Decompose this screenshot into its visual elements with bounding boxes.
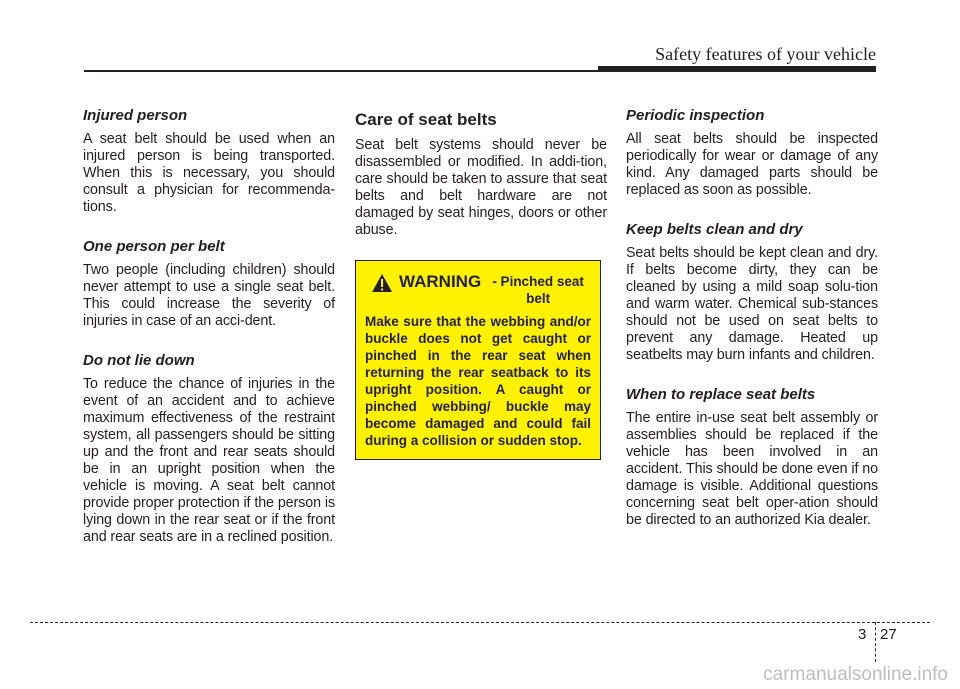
section-heading: One person per belt bbox=[83, 238, 225, 255]
section-text: A seat belt should be used when an injured person is being transported. When this is necessary, you should consult a physician for recommenda-tions. bbox=[83, 131, 335, 215]
column-middle bbox=[355, 106, 607, 460]
page-divider bbox=[875, 622, 876, 662]
warning-box bbox=[355, 260, 601, 460]
section-text: Two people (including children) should never attempt to use a single seat belt. This could increase the severity of injuries in case of an acci-dent. bbox=[83, 262, 335, 329]
section-number: 3 bbox=[858, 626, 867, 643]
footer-rule bbox=[30, 622, 930, 623]
header-bar bbox=[598, 66, 876, 72]
section-heading: When to replace seat belts bbox=[626, 386, 816, 403]
main-heading: Care of seat belts bbox=[355, 110, 497, 129]
warning-header bbox=[371, 271, 591, 307]
section-text: To reduce the chance of injuries in the event of an accident and to achieve maximum effectiveness of the restraint system, all passengers should be sitting up and the front and rear seats should be in an upright position when the vehicle is moving. A seat belt cannot provide proper protection if the person is lying down in the rear seat or if the front and rear seats are in a reclined position. bbox=[83, 376, 335, 545]
section-text: All seat belts should be inspected periodically for wear or damage of any kind. Any damaged parts should be replaced as soon as possible. bbox=[626, 131, 878, 198]
section-heading: Periodic inspection bbox=[626, 107, 765, 124]
section-heading: Do not lie down bbox=[83, 352, 195, 369]
section-text: The entire in-use seat belt assembly or assemblies should be replaced if the vehicle has been involved in an accident. This should be done even if no damage is visible. Additional questions concerning seat belt oper-ation should be directed to an authorized Kia dealer. bbox=[626, 410, 878, 528]
page-number: 27 bbox=[880, 626, 897, 643]
section-text: Seat belt systems should never be disassembled or modified. In addi-tion, care should be taken to assure that seat belts and belt hardware are not damaged by seat hinges, doors or other abuse. bbox=[355, 137, 607, 238]
column-right bbox=[626, 106, 878, 550]
warning-body: Make sure that the webbing and/or buckle does not get caught or pinched in the rear seat when returning the rear seatback to its upright position. A caught or pinched webbing/ buckle may become damaged and could fail during a collision or sudden stop. bbox=[365, 314, 591, 448]
header-title: Safety features of your vehicle bbox=[655, 44, 876, 64]
section-heading: Injured person bbox=[83, 107, 188, 124]
warning-label: WARNING bbox=[399, 272, 482, 291]
watermark: carmanualsonline.info bbox=[763, 664, 948, 685]
column-left bbox=[83, 106, 335, 567]
section-heading: Keep belts clean and dry bbox=[626, 221, 803, 238]
warning-triangle-icon bbox=[371, 273, 393, 293]
section-text: Seat belts should be kept clean and dry. If belts become dirty, they can be cleaned by using a mild soap solu-tion and warm water. Chemical sub-stances should not be used on seat belts to prevent any damage. Heated up seatbelts may burn infants and children. bbox=[626, 245, 878, 363]
warning-subtitle: - Pinched seat belt bbox=[492, 274, 584, 306]
